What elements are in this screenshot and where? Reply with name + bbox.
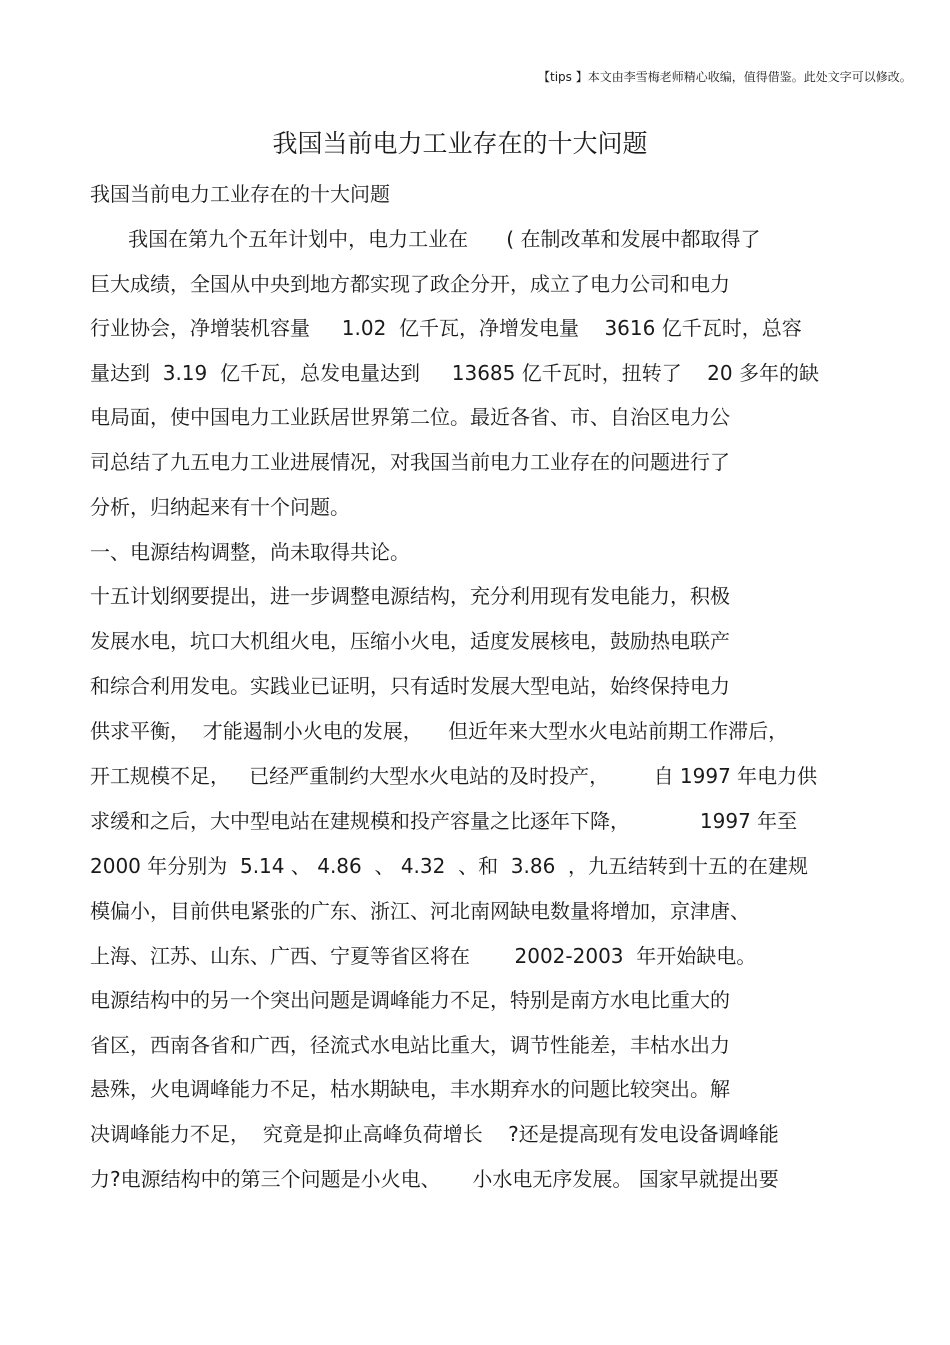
document-title: 我国当前电力工业存在的十大问题 [272,129,648,158]
paragraph-line: 上海、江苏、山东、广西、宁夏等省区将在 2002-2003 年开始缺电。 [90,944,757,968]
paragraph-line: 分析，归纳起来有十个问题。 [90,495,350,519]
subtitle-line: 我国当前电力工业存在的十大问题 [90,182,390,206]
paragraph-line: 求缓和之后，大中型电站在建规模和投产容量之比逐年下降， 1997 年至 [90,809,798,833]
paragraph-line: 决调峰能力不足， 究竟是抑止高峰负荷增长 ?还是提高现有发电设备调峰能 [90,1122,779,1146]
paragraph-line: 和综合利用发电。实践业已证明，只有适时发展大型电站，始终保持电力 [90,674,730,698]
paragraph-line: 司总结了九五电力工业进展情况，对我国当前电力工业存在的问题进行了 [90,450,730,474]
section-heading: 一、电源结构调整，尚未取得共论。 [90,540,410,564]
paragraph-line: 悬殊，火电调峰能力不足，枯水期缺电，丰水期弃水的问题比较突出。解 [90,1077,730,1101]
paragraph-line: 省区，西南各省和广西，径流式水电站比重大，调节性能差，丰枯水出力 [90,1033,730,1057]
header-tip: 【tips 】本文由李雪梅老师精心收编，值得借鉴。此处文字可以修改。 [538,70,912,84]
paragraph-line: 量达到 3.19 亿千瓦，总发电量达到 13685 亿千瓦时，扭转了 20 多年的缺 [90,361,819,385]
paragraph-line: 发展水电，坑口大机组火电，压缩小火电，适度发展核电，鼓励热电联产 [90,629,730,653]
paragraph-line: 电局面，使中国电力工业跃居世界第二位。最近各省、市、自治区电力公 [90,405,730,429]
paragraph-line: 力?电源结构中的第三个问题是小火电、 小水电无序发展。 国家早就提出要 [90,1167,779,1191]
paragraph-line: 行业协会，净增装机容量 1.02 亿千瓦，净增发电量 3616 亿千瓦时，总容 [90,316,802,340]
paragraph-line: 开工规模不足， 已经严重制约大型水火电站的及时投产， 自 1997 年电力供 [90,764,818,788]
paragraph-line: 供求平衡， 才能遏制小火电的发展， 但近年来大型水火电站前期工作滞后， [90,719,789,743]
paragraph-line: 巨大成绩，全国从中央到地方都实现了政企分开，成立了电力公司和电力 [90,272,730,296]
paragraph-line: 十五计划纲要提出，进一步调整电源结构，充分利用现有发电能力，积极 [90,584,730,608]
paragraph-line: 2000 年分别为 5.14 、 4.86 、 4.32 、和 3.86 ，九五结转到十五的在建规 [90,854,809,878]
paragraph-line: 电源结构中的另一个突出问题是调峰能力不足，特别是南方水电比重大的 [90,988,730,1012]
paragraph-line: 我国在第九个五年计划中，电力工业在 ( 在制改革和发展中都取得了 [90,227,761,251]
paragraph-line: 模偏小，目前供电紧张的广东、浙江、河北南网缺电数量将增加，京津唐、 [90,899,750,923]
